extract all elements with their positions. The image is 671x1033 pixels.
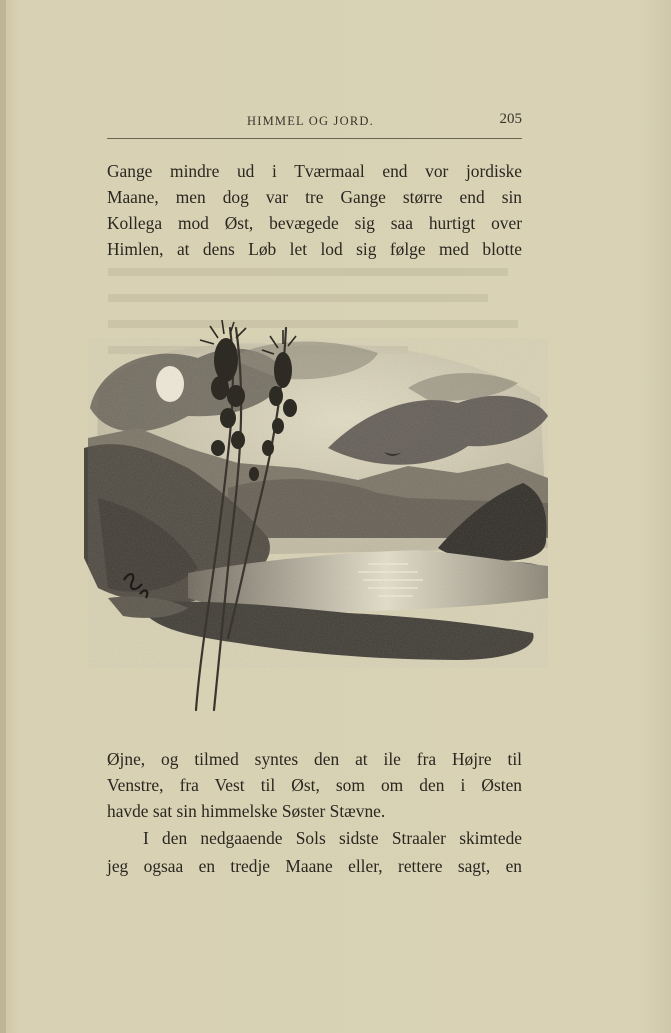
page-edge — [0, 0, 6, 1033]
text-line: I den nedgaaende Sols sidste Straaler skimtede — [143, 828, 522, 848]
paragraph-top — [107, 158, 522, 262]
text-line: Øjne, og tilmed syntes den at ile fra Højre til — [107, 749, 522, 769]
running-head — [107, 112, 522, 139]
page-number: 205 — [499, 111, 522, 127]
text-line: Kollega mod Øst, bevægede sig saa hurtigt over — [107, 213, 522, 233]
paragraph-bottom — [107, 746, 522, 879]
text-line: Maane, men dog var tre Gange større end sin — [107, 187, 522, 207]
text-line: jeg ogsaa en tredje Maane eller, rettere sagt, en — [107, 856, 522, 876]
running-head-title: HIMMEL OG JORD. — [247, 114, 374, 128]
text-line: Venstre, fra Vest til Øst, som om den i Østen — [107, 775, 522, 795]
text-line: havde sat sin himmelske Søster Stævne. — [107, 801, 386, 821]
landscape-illustration — [78, 298, 554, 714]
text-line: Gange mindre ud i Tværmaal end vor jordiske — [107, 161, 522, 181]
text-line: Himlen, at dens Løb let lod sig følge med blotte — [107, 239, 522, 259]
